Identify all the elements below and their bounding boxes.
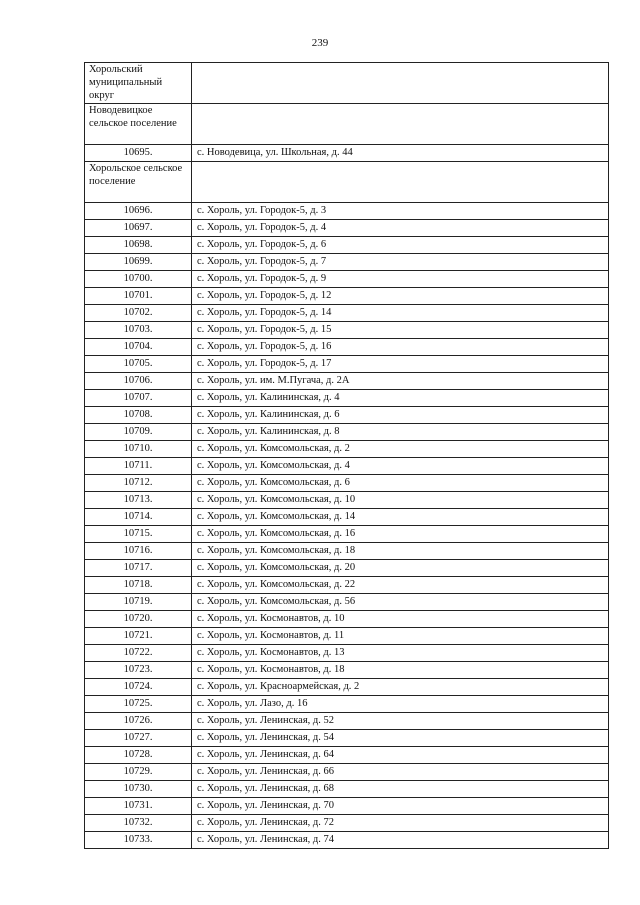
table-row — [85, 220, 609, 237]
table-row — [85, 356, 609, 373]
section-header-row — [85, 162, 609, 203]
table-row — [85, 662, 609, 679]
section-header-row — [85, 104, 609, 145]
table-row — [85, 526, 609, 543]
row-address: с. Хороль, ул. Комсомольская, д. 4 — [192, 458, 609, 475]
row-number: 10723. — [85, 662, 192, 679]
row-number: 10703. — [85, 322, 192, 339]
row-address: с. Хороль, ул. Ленинская, д. 54 — [192, 730, 609, 747]
row-number: 10713. — [85, 492, 192, 509]
row-address: с. Хороль, ул. Городок-5, д. 7 — [192, 254, 609, 271]
row-address: с. Хороль, ул. Ленинская, д. 72 — [192, 815, 609, 832]
row-address: с. Хороль, ул. Ленинская, д. 52 — [192, 713, 609, 730]
table-row — [85, 832, 609, 849]
table-row — [85, 271, 609, 288]
row-address: с. Хороль, ул. Городок-5, д. 16 — [192, 339, 609, 356]
table-row — [85, 577, 609, 594]
table-row — [85, 407, 609, 424]
table-row — [85, 203, 609, 220]
row-number: 10695. — [85, 145, 192, 162]
address-table — [84, 62, 609, 849]
row-number: 10702. — [85, 305, 192, 322]
table-row — [85, 594, 609, 611]
row-address: с. Хороль, ул. им. М.Пугача, д. 2А — [192, 373, 609, 390]
table-row — [85, 254, 609, 271]
table-row — [85, 373, 609, 390]
section-label: Хорольский муниципальный округ — [85, 63, 192, 104]
row-number: 10711. — [85, 458, 192, 475]
row-number: 10704. — [85, 339, 192, 356]
table-row — [85, 815, 609, 832]
table-row — [85, 628, 609, 645]
table-row — [85, 390, 609, 407]
row-address: с. Хороль, ул. Комсомольская, д. 22 — [192, 577, 609, 594]
row-number: 10717. — [85, 560, 192, 577]
row-number: 10721. — [85, 628, 192, 645]
row-number: 10728. — [85, 747, 192, 764]
row-address: с. Хороль, ул. Комсомольская, д. 2 — [192, 441, 609, 458]
row-address: с. Хороль, ул. Городок-5, д. 15 — [192, 322, 609, 339]
row-address: с. Хороль, ул. Городок-5, д. 9 — [192, 271, 609, 288]
row-number: 10718. — [85, 577, 192, 594]
table-row — [85, 305, 609, 322]
page-number: 239 — [311, 37, 329, 49]
section-label: Хорольское сельское поселение — [85, 162, 192, 203]
row-number: 10731. — [85, 798, 192, 815]
row-number: 10707. — [85, 390, 192, 407]
row-address: с. Хороль, ул. Космонавтов, д. 13 — [192, 645, 609, 662]
row-number: 10727. — [85, 730, 192, 747]
row-number: 10712. — [85, 475, 192, 492]
empty-cell — [192, 162, 609, 203]
row-address: с. Хороль, ул. Городок-5, д. 4 — [192, 220, 609, 237]
row-number: 10732. — [85, 815, 192, 832]
row-address: с. Хороль, ул. Космонавтов, д. 11 — [192, 628, 609, 645]
table-row — [85, 458, 609, 475]
row-address: с. Хороль, ул. Калининская, д. 4 — [192, 390, 609, 407]
table-row — [85, 492, 609, 509]
row-number: 10696. — [85, 203, 192, 220]
row-number: 10697. — [85, 220, 192, 237]
table-row — [85, 696, 609, 713]
row-number: 10698. — [85, 237, 192, 254]
table-row — [85, 730, 609, 747]
row-address: с. Хороль, ул. Космонавтов, д. 10 — [192, 611, 609, 628]
table-row — [85, 339, 609, 356]
table-row — [85, 145, 609, 162]
row-address: с. Хороль, ул. Лазо, д. 16 — [192, 696, 609, 713]
row-address: с. Хороль, ул. Комсомольская, д. 20 — [192, 560, 609, 577]
row-address: с. Хороль, ул. Калининская, д. 8 — [192, 424, 609, 441]
row-number: 10714. — [85, 509, 192, 526]
row-number: 10709. — [85, 424, 192, 441]
table-row — [85, 288, 609, 305]
table-row — [85, 424, 609, 441]
row-number: 10706. — [85, 373, 192, 390]
table-row — [85, 747, 609, 764]
row-address: с. Хороль, ул. Городок-5, д. 6 — [192, 237, 609, 254]
table-row — [85, 764, 609, 781]
row-number: 10700. — [85, 271, 192, 288]
table-row — [85, 645, 609, 662]
table-row — [85, 322, 609, 339]
row-address: с. Хороль, ул. Калининская, д. 6 — [192, 407, 609, 424]
row-number: 10720. — [85, 611, 192, 628]
empty-cell — [192, 63, 609, 104]
row-number: 10699. — [85, 254, 192, 271]
row-address: с. Хороль, ул. Комсомольская, д. 14 — [192, 509, 609, 526]
table-row — [85, 611, 609, 628]
row-number: 10724. — [85, 679, 192, 696]
table-row — [85, 509, 609, 526]
row-number: 10719. — [85, 594, 192, 611]
table-row — [85, 543, 609, 560]
section-header-row — [85, 63, 609, 104]
row-address: с. Хороль, ул. Ленинская, д. 64 — [192, 747, 609, 764]
table-row — [85, 475, 609, 492]
empty-cell — [192, 104, 609, 145]
row-number: 10701. — [85, 288, 192, 305]
row-number: 10708. — [85, 407, 192, 424]
row-address: с. Хороль, ул. Комсомольская, д. 56 — [192, 594, 609, 611]
row-number: 10730. — [85, 781, 192, 798]
table-row — [85, 560, 609, 577]
row-number: 10729. — [85, 764, 192, 781]
row-number: 10722. — [85, 645, 192, 662]
table-row — [85, 798, 609, 815]
row-address: с. Хороль, ул. Ленинская, д. 70 — [192, 798, 609, 815]
row-address: с. Хороль, ул. Комсомольская, д. 6 — [192, 475, 609, 492]
table-row — [85, 679, 609, 696]
row-number: 10716. — [85, 543, 192, 560]
row-address: с. Хороль, ул. Городок-5, д. 12 — [192, 288, 609, 305]
table-row — [85, 781, 609, 798]
row-address: с. Хороль, ул. Комсомольская, д. 18 — [192, 543, 609, 560]
row-number: 10725. — [85, 696, 192, 713]
row-address: с. Хороль, ул. Городок-5, д. 3 — [192, 203, 609, 220]
address-table-body — [85, 63, 609, 849]
row-number: 10705. — [85, 356, 192, 373]
row-number: 10726. — [85, 713, 192, 730]
row-address: с. Хороль, ул. Ленинская, д. 66 — [192, 764, 609, 781]
row-number: 10733. — [85, 832, 192, 849]
row-address: с. Новодевица, ул. Школьная, д. 44 — [192, 145, 609, 162]
row-number: 10715. — [85, 526, 192, 543]
row-address: с. Хороль, ул. Городок-5, д. 14 — [192, 305, 609, 322]
section-label: Новодевицкое сельское поселение — [85, 104, 192, 145]
row-address: с. Хороль, ул. Ленинская, д. 74 — [192, 832, 609, 849]
row-address: с. Хороль, ул. Городок-5, д. 17 — [192, 356, 609, 373]
row-address: с. Хороль, ул. Красноармейская, д. 2 — [192, 679, 609, 696]
row-number: 10710. — [85, 441, 192, 458]
table-row — [85, 441, 609, 458]
row-address: с. Хороль, ул. Комсомольская, д. 16 — [192, 526, 609, 543]
row-address: с. Хороль, ул. Ленинская, д. 68 — [192, 781, 609, 798]
row-address: с. Хороль, ул. Космонавтов, д. 18 — [192, 662, 609, 679]
table-row — [85, 713, 609, 730]
row-address: с. Хороль, ул. Комсомольская, д. 10 — [192, 492, 609, 509]
table-row — [85, 237, 609, 254]
